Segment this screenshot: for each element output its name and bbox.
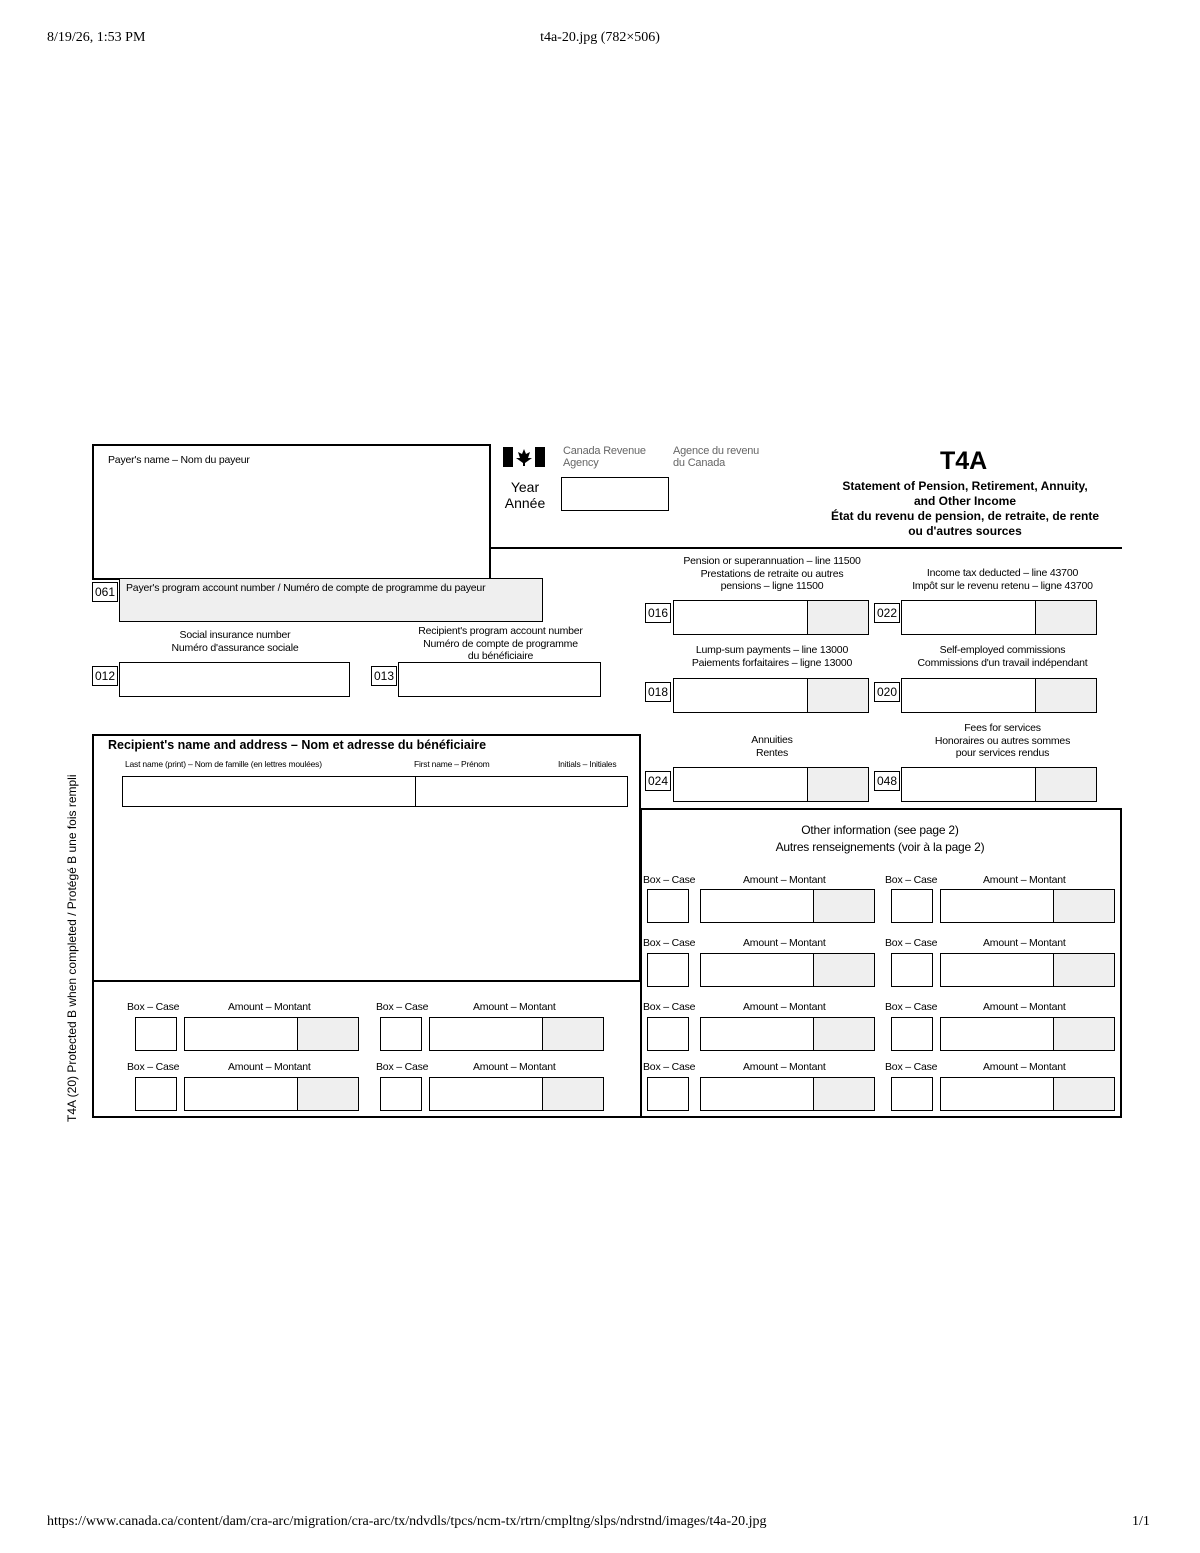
protected-b-side-text: T4A (20) Protected B when completed / Protégé B une fois rempli	[65, 774, 79, 1122]
amount-input[interactable]	[429, 1077, 604, 1111]
box-048-code: 048	[874, 771, 900, 791]
box-018-label: Lump-sum payments – line 13000 Paiements forfaitaires – ligne 13000	[691, 644, 853, 669]
box-024-label: Annuities Rentes	[751, 734, 793, 759]
box-022-code: 022	[874, 603, 900, 623]
box-061-code: 061	[92, 582, 118, 602]
other-info-top-rule	[640, 808, 1122, 810]
amount-label: Amount – Montant	[743, 1061, 826, 1073]
box-012-field[interactable]	[119, 662, 350, 697]
box-case-label: Box – Case	[885, 937, 938, 949]
amount-input[interactable]	[700, 889, 875, 923]
amount-label: Amount – Montant	[743, 1001, 826, 1013]
amount-input[interactable]	[429, 1017, 604, 1051]
box-case-input[interactable]	[647, 1077, 689, 1111]
box-020-label: Self-employed commissions Commissions d'un travail indépendant	[917, 644, 1088, 669]
box-case-label: Box – Case	[643, 1061, 696, 1073]
box-case-input[interactable]	[135, 1077, 177, 1111]
box-case-label: Box – Case	[127, 1001, 180, 1013]
recipient-title: Recipient's name and address – Nom et adresse du bénéficiaire	[108, 738, 487, 752]
box-case-input[interactable]	[380, 1077, 422, 1111]
box-048-label: Fees for services Honoraires ou autres sommes pour services rendus	[934, 722, 1071, 759]
amount-input[interactable]	[940, 953, 1115, 987]
box-case-label: Box – Case	[376, 1001, 429, 1013]
print-url: https://www.canada.ca/content/dam/cra-arc/migration/cra-arc/tx/ndvdls/tpcs/ncm-tx/rtrn/cmpltng/slps/ndrstnd/images/t4a-20.jpg	[47, 1514, 767, 1529]
rpan-label: Recipient's program account number Numéro de compte de programme du bénéficiaire	[418, 625, 583, 662]
amount-input[interactable]	[940, 889, 1115, 923]
sin-label: Social insurance number Numéro d'assurance sociale	[171, 629, 299, 654]
amount-input[interactable]	[700, 1077, 875, 1111]
amount-input[interactable]	[700, 953, 875, 987]
box-016-label: Pension or superannuation – line 11500 Prestations de retraite ou autres pensions – ligne 11500	[683, 555, 861, 592]
first-name-input[interactable]	[415, 776, 628, 807]
year-label: Year Année	[504, 479, 546, 511]
box-case-label: Box – Case	[643, 874, 696, 886]
amount-input[interactable]	[700, 1017, 875, 1051]
amount-label: Amount – Montant	[983, 937, 1066, 949]
box-case-label: Box – Case	[376, 1061, 429, 1073]
amount-label: Amount – Montant	[473, 1061, 556, 1073]
box-024-code: 024	[645, 771, 671, 791]
box-022-label: Income tax deducted – line 43700 Impôt sur le revenu retenu – ligne 43700	[912, 567, 1093, 592]
header-rule	[491, 547, 1122, 549]
box-012-code: 012	[92, 666, 118, 686]
amount-label: Amount – Montant	[473, 1001, 556, 1013]
amount-label: Amount – Montant	[228, 1001, 311, 1013]
box-048-field[interactable]	[901, 767, 1097, 802]
box-018-code: 018	[645, 682, 671, 702]
amount-label: Amount – Montant	[983, 1001, 1066, 1013]
form-code: T4A	[940, 447, 988, 475]
bottom-left-rule	[92, 982, 94, 1118]
agency-en: Canada Revenue Agency	[563, 445, 646, 469]
box-case-input[interactable]	[891, 1017, 933, 1051]
box-016-code: 016	[645, 603, 671, 623]
amount-input[interactable]	[940, 1017, 1115, 1051]
box-018-field[interactable]	[673, 678, 869, 713]
box-case-label: Box – Case	[885, 1061, 938, 1073]
box-case-input[interactable]	[891, 889, 933, 923]
other-info-left-rule	[640, 808, 642, 1118]
box-case-input[interactable]	[647, 1017, 689, 1051]
last-name-label: Last name (print) – Nom de famille (en lettres moulées)	[125, 759, 322, 769]
print-page-number: 1/1	[1132, 1514, 1150, 1529]
canada-flag-icon	[503, 447, 545, 467]
amount-input[interactable]	[184, 1017, 359, 1051]
box-case-label: Box – Case	[643, 1001, 696, 1013]
box-022-field[interactable]	[901, 600, 1097, 635]
first-name-label: First name – Prénom	[414, 759, 490, 769]
other-info-title: Other information (see page 2) Autres renseignements (voir à la page 2)	[775, 823, 985, 854]
initials-label: Initials – Initiales	[558, 759, 617, 769]
box-024-field[interactable]	[673, 767, 869, 802]
agency-fr: Agence du revenu du Canada	[673, 445, 760, 469]
box-020-code: 020	[874, 682, 900, 702]
amount-label: Amount – Montant	[983, 874, 1066, 886]
box-case-input[interactable]	[891, 1077, 933, 1111]
payer-name-box[interactable]	[92, 444, 491, 580]
box-case-label: Box – Case	[885, 1001, 938, 1013]
recipient-box[interactable]	[92, 734, 641, 982]
last-name-input[interactable]	[122, 776, 417, 807]
amount-label: Amount – Montant	[743, 874, 826, 886]
box-020-field[interactable]	[901, 678, 1097, 713]
box-061-field[interactable]	[119, 578, 543, 622]
box-case-label: Box – Case	[885, 874, 938, 886]
payer-name-label: Payer's name – Nom du payeur	[108, 454, 250, 466]
box-case-input[interactable]	[891, 953, 933, 987]
box-case-input[interactable]	[380, 1017, 422, 1051]
box-013-code: 013	[371, 666, 397, 686]
box-case-input[interactable]	[135, 1017, 177, 1051]
box-061-label: Payer's program account number / Numéro de compte de programme du payeur	[126, 582, 486, 594]
box-case-label: Box – Case	[127, 1061, 180, 1073]
print-title: t4a-20.jpg (782×506)	[540, 30, 660, 45]
box-016-field[interactable]	[673, 600, 869, 635]
amount-input[interactable]	[184, 1077, 359, 1111]
amount-input[interactable]	[940, 1077, 1115, 1111]
bottom-rule	[92, 1116, 1122, 1118]
box-case-input[interactable]	[647, 953, 689, 987]
amount-label: Amount – Montant	[983, 1061, 1066, 1073]
box-013-field[interactable]	[398, 662, 601, 697]
year-input[interactable]	[561, 477, 669, 511]
box-case-label: Box – Case	[643, 937, 696, 949]
form-title: Statement of Pension, Retirement, Annuity, and Other Income État du revenu de pension, de retraite, de rente ou d'autres sources	[830, 479, 1100, 538]
print-datetime: 8/19/26, 1:53 PM	[47, 30, 146, 45]
other-info-right-rule	[1120, 808, 1122, 1118]
amount-label: Amount – Montant	[743, 937, 826, 949]
box-case-input[interactable]	[647, 889, 689, 923]
amount-label: Amount – Montant	[228, 1061, 311, 1073]
